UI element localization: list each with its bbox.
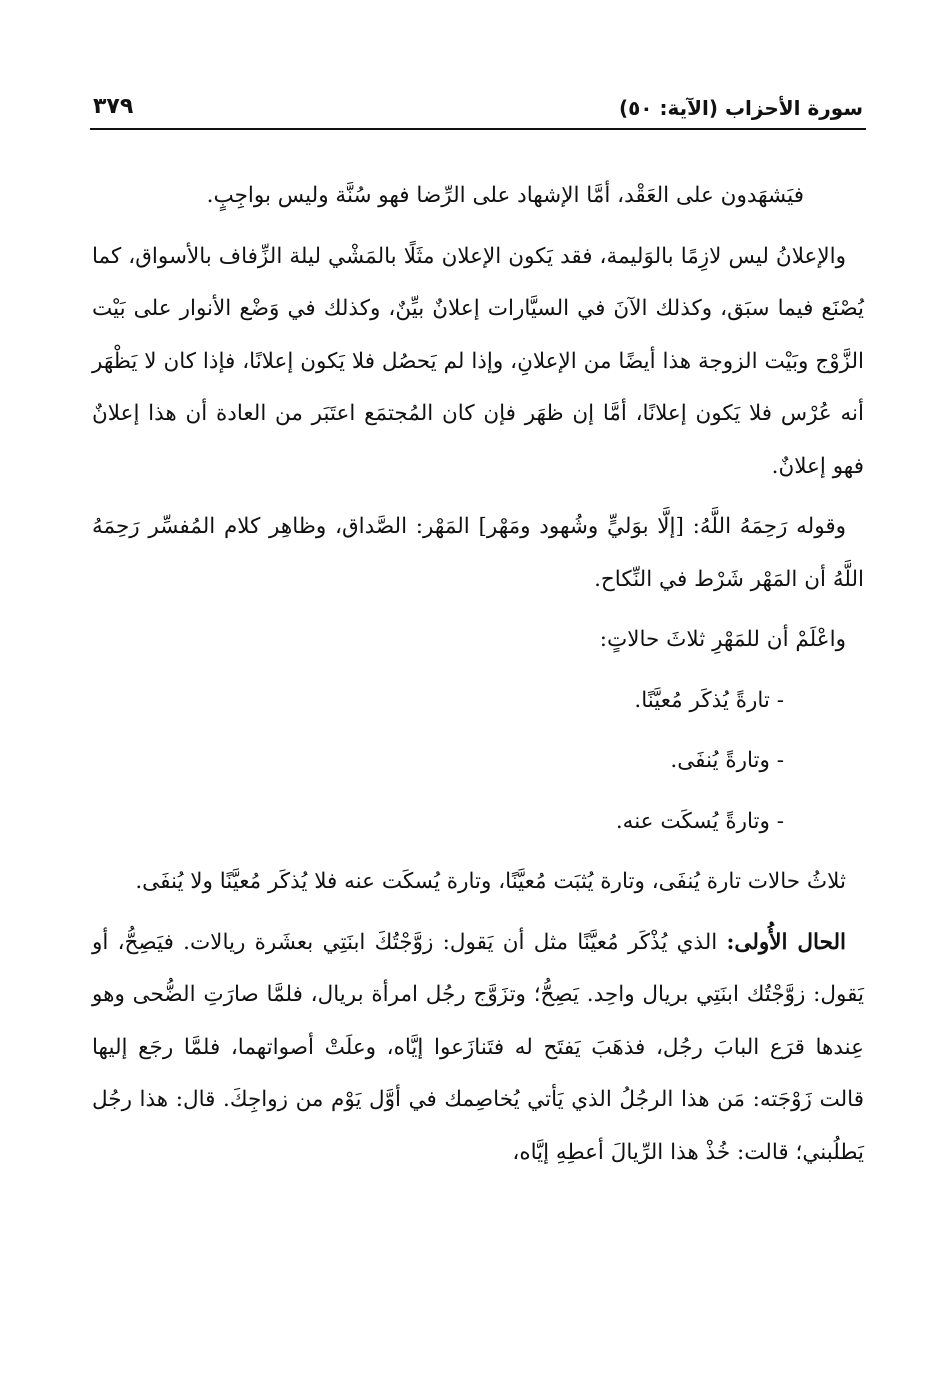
surah-title: سورة الأحزاب (الآية: ٥٠) bbox=[618, 96, 863, 120]
paragraph: والإعلانُ ليس لازِمًا بالوَليمة، فقد يَكون الإعلان مثَلًا بالمَشْي ليلة الزِّفاف بالأسواق، كما يُصْنَع فيما سبَق، وكذلك الآنَ في السيَّارات إعلانٌ بيِّنٌ، وكذلك في وَضْع الأنوار على بَيْت الزَّوْج وبَيْت الزوجة هذا أيضًا من الإعلانِ، وإذا لم يَحصُل فلا يَكون إعلانًا، فإذا كان لا يَظْهَر أنه عُرْس فلا يَكون إعلانًا، أمَّا إن ظهَر فإن كان المُجتمَع اعتَبَر من العادة أن هذا إعلانٌ فهو إعلانٌ. bbox=[92, 243, 864, 479]
page-header bbox=[93, 90, 863, 130]
paragraph: واعْلَمْ أن للمَهْرِ ثلاثَ حالاتٍ: bbox=[599, 627, 846, 652]
paragraph-text: الذي يُذْكَر مُعيَّنًا مثل أن يَقول: زوَّجْتُكَ ابنَتِي بعشَرة ريالات. فيَصِحُّ، أو يَقول: زوَّجْتُك ابنَتِي بريال واحِد. يَصِحُّ؛ وتزَوَّج رجُل امرأة بريال، فلمَّا صارَتِ الضُّحى وهو عِندها قرَع البابَ رجُل، فذهَبَ يَفتَح له فتَنازَعوا إيَّاه، وعلَتْ أصواتهما، فلمَّا رجَع إليها قالت زَوْجَته: مَن هذا الرجُلُ الذي يَأتي يُخاصِمك في أوَّل يَوْم من زواجِكَ. قال: هذا رجُل يَطلُبني؛ قالت: خُذْ هذا الرِّيالَ أعطِهِ إيَّاه، bbox=[92, 929, 864, 1165]
list-item: - تارةً يُذكَر مُعيَّنًا. bbox=[634, 687, 784, 713]
paragraph: ثلاثُ حالات تارة يُنفَى، وتارة يُثبَت مُعيَّنًا، وتارة يُسكَت عنه فلا يُذكَر مُعيَّنًا ولا يُنفَى. bbox=[135, 869, 846, 894]
paragraph bbox=[92, 917, 864, 1180]
list-item: - وتارةً يُنفَى. bbox=[670, 748, 784, 773]
section-heading: الحال الأُولى: bbox=[726, 929, 846, 955]
paragraph: فيَشهَدون على العَقْد، أمَّا الإشهاد على الرِّضا فهو سُنَّة وليس بواجِبٍ. bbox=[206, 183, 804, 208]
header-divider bbox=[90, 128, 866, 130]
body-text bbox=[92, 170, 864, 1187]
list-item: - وتارةً يُسكَت عنه. bbox=[615, 808, 784, 834]
paragraph: وقوله رَحِمَهُ اللَّهُ: [إلَّا بوَليٍّ وشُهود ومَهْر] المَهْر: الصَّداق، وظاهِر كلام المُفسِّر رَحِمَهُ اللَّهُ أن المَهْر شَرْط في النِّكاح. bbox=[92, 514, 864, 592]
page-number: ٣٧٩ bbox=[93, 94, 134, 119]
